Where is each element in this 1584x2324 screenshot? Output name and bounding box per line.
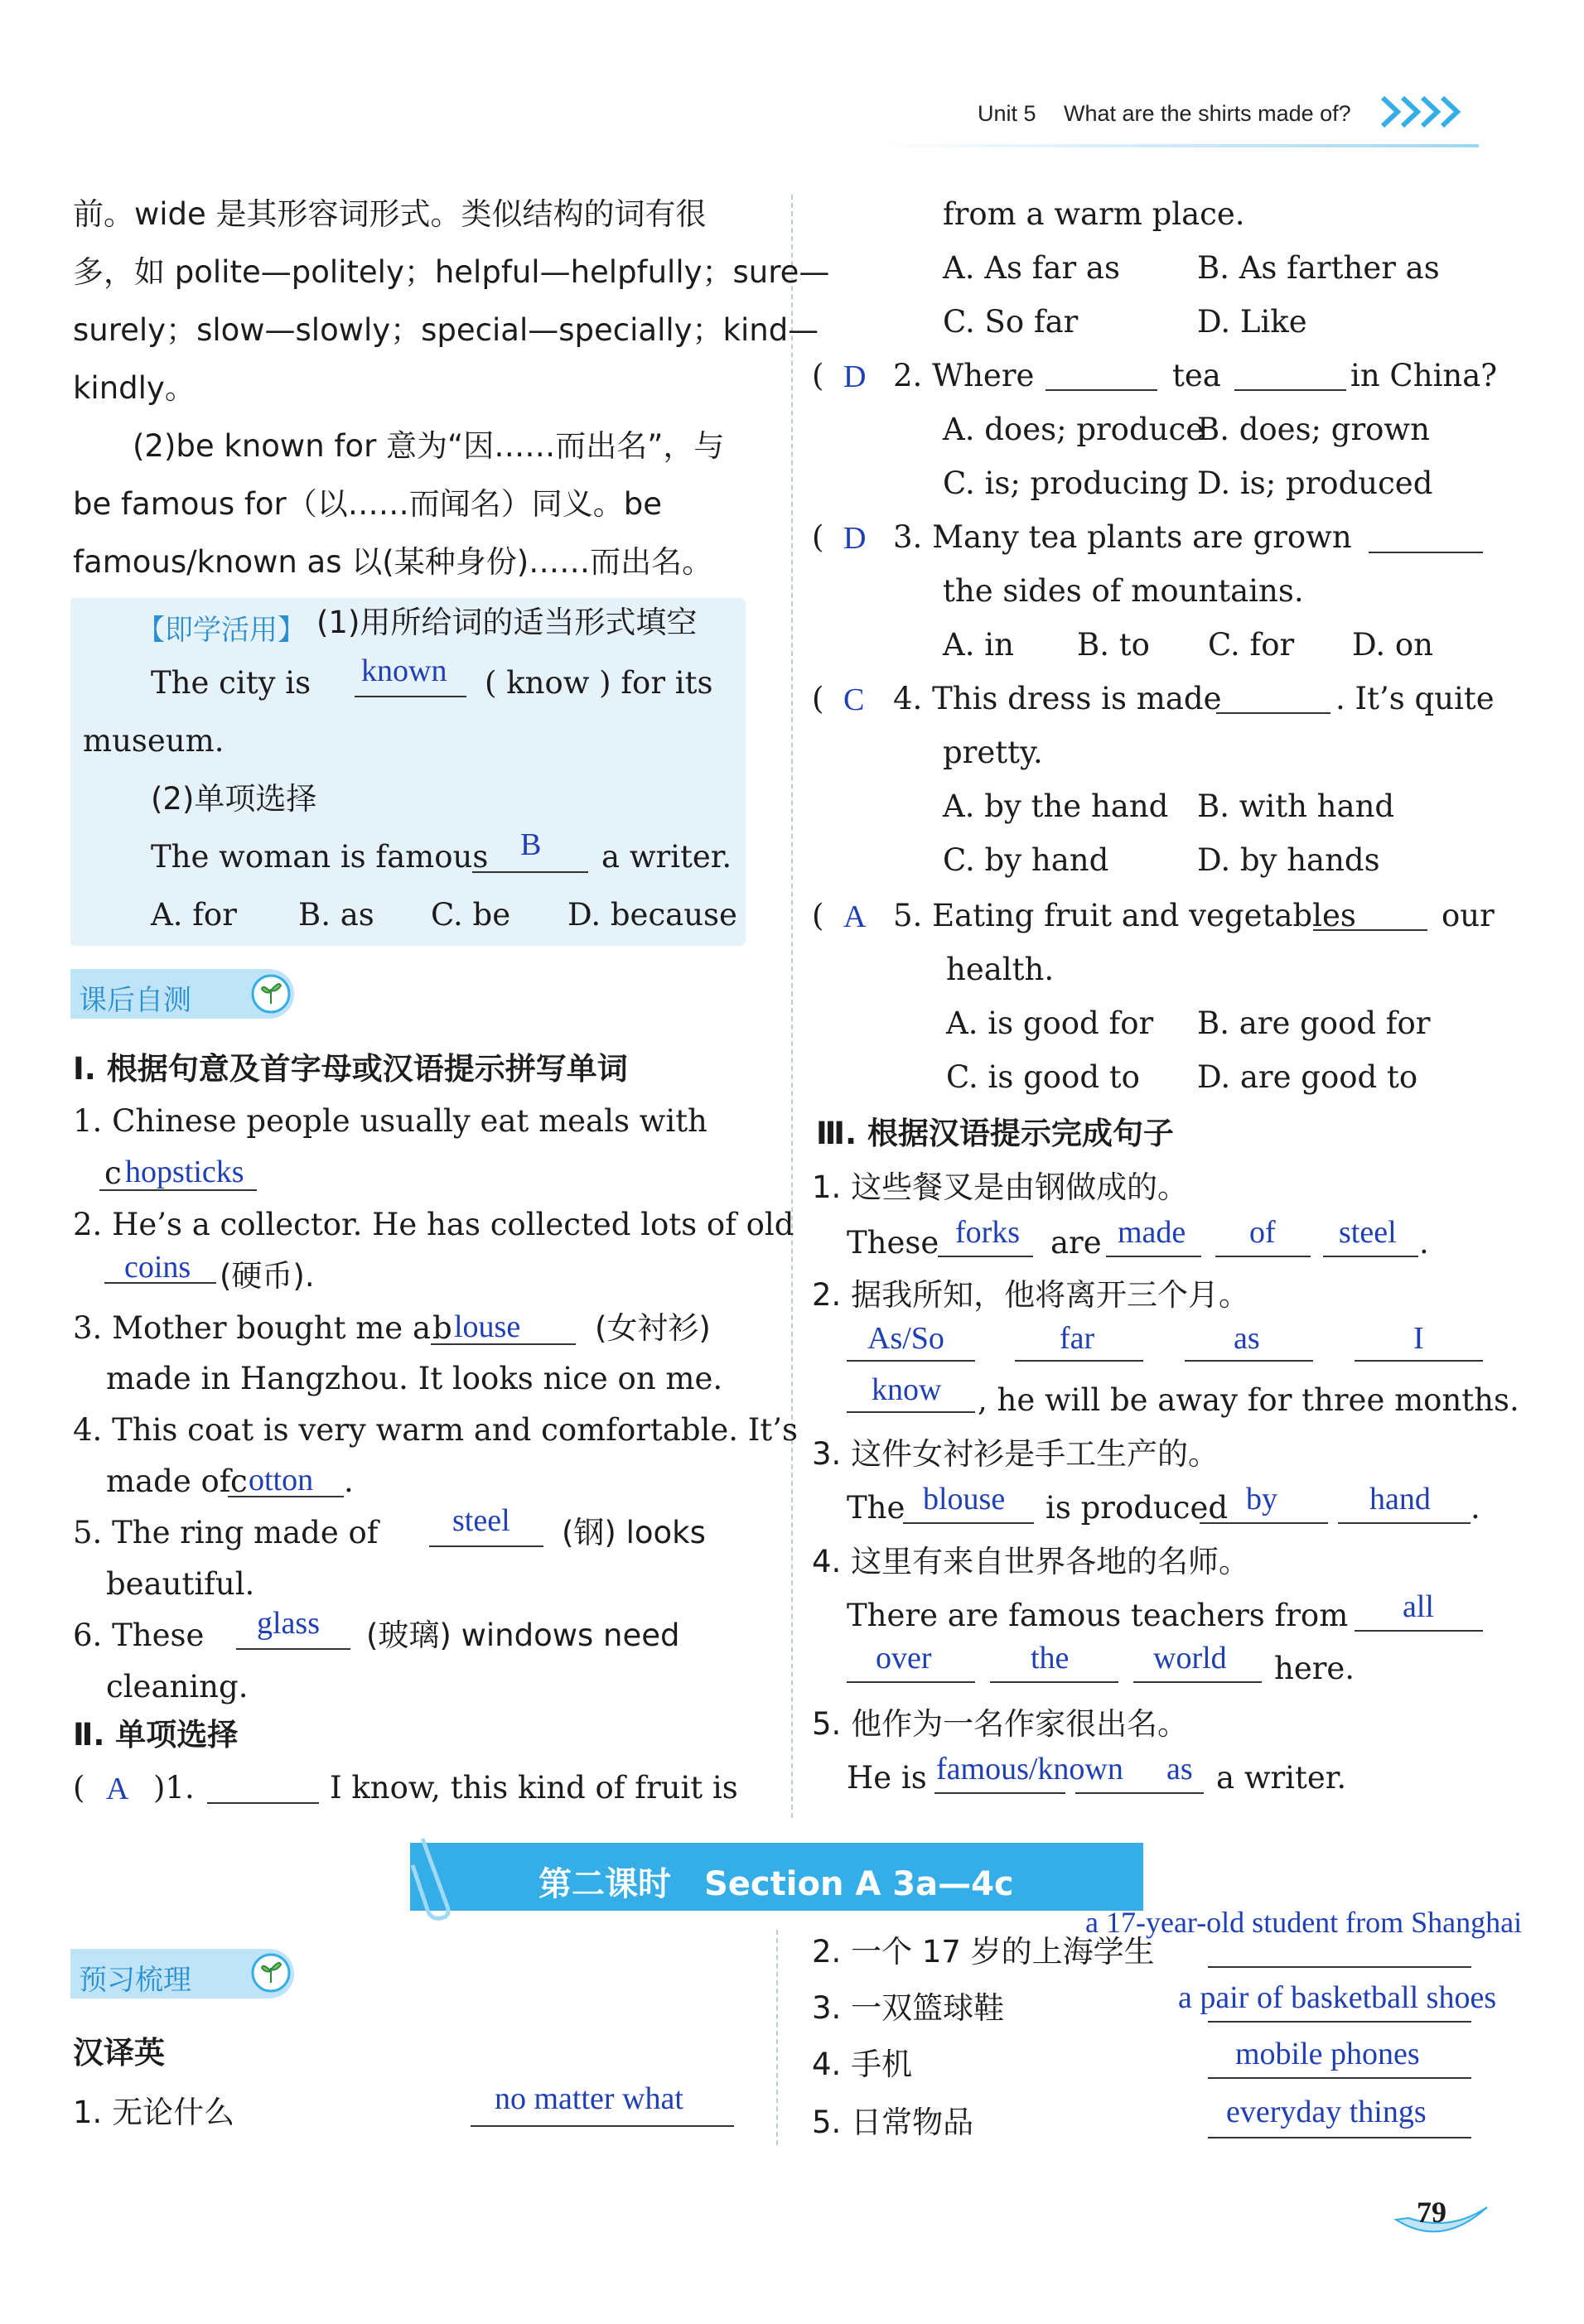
part3-s2-answer-5: know	[872, 1372, 942, 1407]
right-q4-answer: C	[843, 682, 865, 717]
part1-q1: 1. Chinese people usually eat meals with	[73, 1103, 707, 1139]
part3-s4-blank-2[interactable]	[847, 1681, 975, 1683]
part3-s5-text-a: He is	[847, 1760, 927, 1796]
preview-item-1-blank[interactable]	[471, 2125, 734, 2127]
part3-s1-period: .	[1419, 1225, 1429, 1261]
part3-s2-zh: 2. 据我所知，他将离开三个月。	[812, 1277, 1250, 1313]
part1-q3-prefix: b	[432, 1310, 452, 1346]
part3-s3-blank-2[interactable]	[1200, 1522, 1328, 1524]
part3-s3-blank-1[interactable]	[903, 1522, 1034, 1524]
part3-s4-answer-1: all	[1403, 1589, 1434, 1624]
preview-heading: 汉译英	[73, 2035, 165, 2071]
part1-heading: Ⅰ. 根据句意及首字母或汉语提示拼写单词	[73, 1051, 628, 1087]
preview-item-4-zh: 4. 手机	[812, 2047, 913, 2082]
part3-s4-blank-3[interactable]	[990, 1681, 1118, 1683]
part3-s2-answer-2: far	[1060, 1321, 1095, 1356]
intro-line-7: famous/known as 以(某种身份)……而出名。	[73, 544, 713, 580]
right-q1-opt-a: A. As far as	[943, 250, 1120, 286]
right-q2-text-c: in China?	[1350, 358, 1498, 393]
right-q3-answer: D	[843, 521, 867, 556]
part3-s3-answer-1: blouse	[923, 1482, 1006, 1516]
practice-option-c: C. be	[431, 897, 511, 933]
part3-s1-blank-1[interactable]	[938, 1256, 1033, 1257]
part3-s5-blank-2[interactable]	[1075, 1792, 1204, 1794]
right-q3-blank[interactable]	[1369, 552, 1483, 553]
right-q2-paren-open: (	[812, 358, 824, 393]
part3-s1-answer-1: forks	[955, 1215, 1021, 1250]
right-q4-paren-open: (	[812, 681, 824, 716]
right-q1-cont: from a warm place.	[943, 196, 1245, 232]
sprout-icon	[250, 969, 292, 1018]
preview-item-5-zh: 5. 日常物品	[812, 2105, 974, 2140]
right-q4-blank[interactable]	[1216, 712, 1330, 714]
part3-heading: Ⅲ. 根据汉语提示完成句子	[816, 1116, 1174, 1151]
right-q5-answer: A	[843, 899, 867, 934]
part3-s2-blank-1[interactable]	[847, 1360, 975, 1362]
part1-q3-answer: louse	[454, 1309, 521, 1344]
part1-q3-text-c: made in Hangzhou. It looks nice on me.	[106, 1361, 723, 1396]
part3-s5-blank-1[interactable]	[934, 1792, 1065, 1794]
lesson-banner-text: 第二课时 Section A 3a—4c	[538, 1865, 1014, 1903]
right-q4-opt-a: A. by the hand	[943, 788, 1169, 824]
right-q5-cont: health.	[946, 952, 1055, 987]
part3-s1-zh: 1. 这些餐叉是由钢做成的。	[812, 1169, 1189, 1205]
header-rule	[870, 144, 1479, 147]
part3-s4-answer-2: over	[876, 1641, 932, 1675]
part3-s5-answer-1: famous/known	[936, 1752, 1123, 1786]
practice-q1-text-b: ( know ) for its	[485, 665, 713, 701]
intro-line-6: be famous for（以……而闻名）同义。be	[73, 486, 663, 522]
part3-s1-text-b: are	[1050, 1225, 1102, 1261]
intro-line-1: 前。wide 是其形容词形式。类似结构的词有很	[73, 196, 707, 232]
right-q1-opt-d: D. Like	[1197, 304, 1307, 340]
part3-s4-text-a: There are famous teachers from	[847, 1598, 1349, 1633]
part3-s4-answer-3: the	[1031, 1641, 1070, 1675]
right-q3-opt-d: D. on	[1352, 627, 1433, 663]
part3-s2-blank-4[interactable]	[1355, 1360, 1483, 1362]
part3-s1-blank-2[interactable]	[1106, 1256, 1201, 1257]
part3-s4-zh: 4. 这里有来自世界各地的名师。	[812, 1544, 1250, 1579]
part3-s3-text-b: is produced	[1046, 1490, 1229, 1526]
part1-q2-text-b: (硬币).	[220, 1258, 315, 1294]
right-q3-opt-c: C. for	[1208, 627, 1295, 663]
part3-s2-text-b: , he will be away for three months.	[978, 1382, 1519, 1418]
sprout-icon	[250, 1948, 292, 1997]
part3-s1-text-a: These	[847, 1225, 939, 1261]
part1-q5: 5. The ring made of	[73, 1515, 379, 1550]
part1-q2-answer: coins	[124, 1250, 191, 1285]
part2-q1-paren-open: (	[73, 1770, 85, 1806]
column-divider	[791, 195, 793, 1818]
preview-item-3-blank[interactable]	[1208, 2021, 1471, 2023]
part3-s3-period: .	[1471, 1490, 1480, 1526]
part3-s4-text-b: here.	[1274, 1651, 1355, 1686]
intro-line-4: kindly。	[73, 370, 196, 406]
part3-s2-answer-4: I	[1413, 1321, 1424, 1356]
part3-s4-blank-1[interactable]	[1355, 1630, 1483, 1632]
practice-q1-blank[interactable]	[355, 696, 466, 697]
chevrons-icon	[1379, 91, 1479, 136]
preview-divider	[776, 1930, 778, 2145]
right-q2-opt-b: B. does; grown	[1197, 412, 1430, 447]
practice-task-2: (2)单项选择	[151, 781, 317, 817]
right-q3-text: 3. Many tea plants are grown	[893, 519, 1352, 555]
part1-q6-text-c: cleaning.	[106, 1669, 249, 1704]
part3-s4-blank-4[interactable]	[1133, 1681, 1262, 1683]
preview-item-5-blank[interactable]	[1208, 2137, 1471, 2138]
right-q5-opt-b: B. are good for	[1197, 1005, 1431, 1041]
part1-q5-text-b: (钢) looks	[562, 1515, 706, 1550]
preview-item-1-zh: 1. 无论什么	[73, 2095, 235, 2130]
right-q5-opt-d: D. are good to	[1197, 1059, 1418, 1095]
practice-q2-text-b: a writer.	[601, 839, 732, 875]
part1-q2: 2. He’s a collector. He has collected lots of old	[73, 1207, 794, 1242]
part3-s5-answer-2: as	[1166, 1752, 1193, 1786]
part1-q4-text-c: .	[344, 1463, 354, 1499]
right-q4-text: 4. This dress is made	[893, 681, 1222, 716]
part3-s5-zh: 5. 他作为一名作家很出名。	[812, 1706, 1189, 1742]
part3-s5-text-b: a writer.	[1216, 1760, 1347, 1796]
part3-s3-blank-3[interactable]	[1338, 1522, 1471, 1524]
part1-q5-blank[interactable]	[429, 1545, 543, 1547]
preview-item-5-answer: everyday things	[1226, 2095, 1427, 2129]
right-q4-opt-b: B. with hand	[1197, 788, 1395, 824]
practice-option-b: B. as	[298, 897, 374, 933]
part2-q1-text: I know, this kind of fruit is	[330, 1770, 738, 1806]
practice-q1-text-c: museum.	[83, 723, 225, 759]
right-q2-blank-1[interactable]	[1046, 389, 1157, 391]
practice-tag: 【即学活用】	[137, 614, 306, 647]
right-q4-opt-d: D. by hands	[1197, 842, 1380, 878]
right-q4-tail: . It’s quite	[1335, 681, 1495, 716]
right-q5-blank[interactable]	[1313, 929, 1427, 931]
right-q3-paren-open: (	[812, 519, 824, 555]
part3-s3-answer-3: hand	[1369, 1482, 1431, 1516]
intro-line-5: (2)be known for 意为“因……而出名”，与	[133, 428, 725, 464]
practice-q2-answer: B	[520, 827, 542, 862]
part3-s2-blank-3[interactable]	[1185, 1360, 1313, 1362]
preview-item-1-answer: no matter what	[495, 2081, 683, 2116]
part3-s1-answer-3: of	[1249, 1215, 1276, 1250]
right-q2-answer: D	[843, 359, 867, 394]
part2-heading: Ⅱ. 单项选择	[73, 1717, 239, 1753]
part1-q3: 3. Mother bought me a	[73, 1310, 432, 1346]
part3-s1-blank-3[interactable]	[1215, 1256, 1311, 1257]
practice-q1-answer: known	[361, 653, 447, 688]
section-badge-label: 课后自测	[79, 984, 191, 1017]
part3-s3-answer-2: by	[1246, 1482, 1277, 1516]
part1-q5-text-c: beautiful.	[106, 1566, 255, 1602]
preview-item-3-answer: a pair of basketball shoes	[1178, 1980, 1497, 2015]
right-q1-opt-b: B. As farther as	[1197, 250, 1440, 286]
part3-s2-blank-5[interactable]	[847, 1411, 975, 1413]
right-q5-paren-open: (	[812, 898, 824, 933]
header-title: What are the shirts made of?	[1064, 101, 1351, 126]
intro-line-3: surely；slow—slowly；special—specially；kind—	[73, 312, 819, 348]
right-q4-opt-c: C. by hand	[943, 842, 1109, 878]
practice-q2-text: The woman is famous	[151, 839, 489, 875]
page-number: 79	[1417, 2196, 1446, 2229]
right-q2-text-b: tea	[1172, 358, 1221, 393]
part3-s1-blank-4[interactable]	[1323, 1256, 1418, 1257]
preview-badge-label: 预习梳理	[79, 1964, 191, 1997]
part1-q1-answer: hopsticks	[125, 1155, 244, 1189]
part1-q6-answer: glass	[257, 1606, 320, 1641]
part1-q6: 6. These	[73, 1618, 205, 1653]
part3-s3-zh: 3. 这件女衬衫是手工生产的。	[812, 1436, 1219, 1472]
preview-item-3-zh: 3. 一双篮球鞋	[812, 1990, 1005, 2026]
right-q2-text-a: 2. Where	[893, 358, 1035, 393]
preview-item-2-blank[interactable]	[1208, 1966, 1471, 1968]
part3-s1-answer-4: steel	[1339, 1215, 1397, 1250]
part2-q1-answer: A	[106, 1772, 129, 1806]
paperclip-icon	[408, 1832, 457, 1926]
part1-q6-blank[interactable]	[236, 1648, 350, 1650]
right-q2-opt-d: D. is; produced	[1197, 465, 1433, 501]
part3-s2-blank-2[interactable]	[1015, 1360, 1143, 1362]
intro-line-2: 多，如 polite—politely；helpful—helpfully；sure—	[73, 254, 830, 290]
part1-q4-prefix: c	[230, 1463, 248, 1499]
part1-q3-text-b: (女衬衫)	[595, 1310, 711, 1346]
right-q2-opt-c: C. is; producing	[943, 465, 1189, 501]
part3-s4-answer-4: world	[1153, 1641, 1227, 1675]
practice-box	[70, 598, 746, 946]
part1-q4-answer: otton	[249, 1463, 314, 1497]
practice-option-d: D. because	[567, 897, 737, 933]
right-q4-cont: pretty.	[943, 735, 1043, 770]
part2-q1-blank[interactable]	[207, 1802, 319, 1804]
right-q2-opt-a: A. does; produce	[943, 412, 1205, 447]
practice-q1-text: The city is	[151, 665, 311, 701]
part3-s2-answer-3: as	[1234, 1321, 1260, 1356]
right-q3-opt-a: A. in	[943, 627, 1014, 663]
right-q3-opt-b: B. to	[1077, 627, 1150, 663]
part1-q1-prefix: c	[104, 1155, 122, 1191]
preview-item-4-blank[interactable]	[1208, 2077, 1471, 2079]
practice-task-1: (1)用所给词的适当形式填空	[316, 605, 698, 640]
right-q1-opt-c: C. So far	[943, 304, 1079, 340]
part3-s3-text-a: The	[847, 1490, 905, 1526]
part1-q5-answer: steel	[452, 1503, 510, 1538]
preview-item-4-answer: mobile phones	[1235, 2037, 1420, 2071]
preview-item-2-zh: 2. 一个 17 岁的上海学生	[812, 1934, 1155, 1970]
right-q5-opt-c: C. is good to	[946, 1059, 1140, 1095]
right-q5-opt-a: A. is good for	[946, 1005, 1154, 1041]
part1-q4-text-b: made of	[106, 1463, 231, 1499]
part1-q6-text-b: (玻璃) windows need	[366, 1618, 680, 1653]
right-q2-blank-2[interactable]	[1234, 389, 1346, 391]
practice-q2-blank[interactable]	[472, 871, 588, 873]
right-q5-text: 5. Eating fruit and vegetables	[893, 898, 1356, 933]
part3-s1-answer-2: made	[1118, 1215, 1186, 1250]
part3-s2-answer-1: As/So	[867, 1321, 944, 1356]
right-q3-cont: the sides of mountains.	[943, 573, 1304, 609]
header-unit: Unit 5	[978, 101, 1036, 126]
practice-option-a: A. for	[151, 897, 237, 933]
preview-item-2-answer: a 17-year-old student from Shanghai	[1085, 1906, 1523, 1939]
part1-q4: 4. This coat is very warm and comfortable. It’s	[73, 1412, 799, 1448]
part2-q1-number: )1.	[153, 1770, 195, 1806]
right-q5-tail: our	[1442, 898, 1495, 933]
